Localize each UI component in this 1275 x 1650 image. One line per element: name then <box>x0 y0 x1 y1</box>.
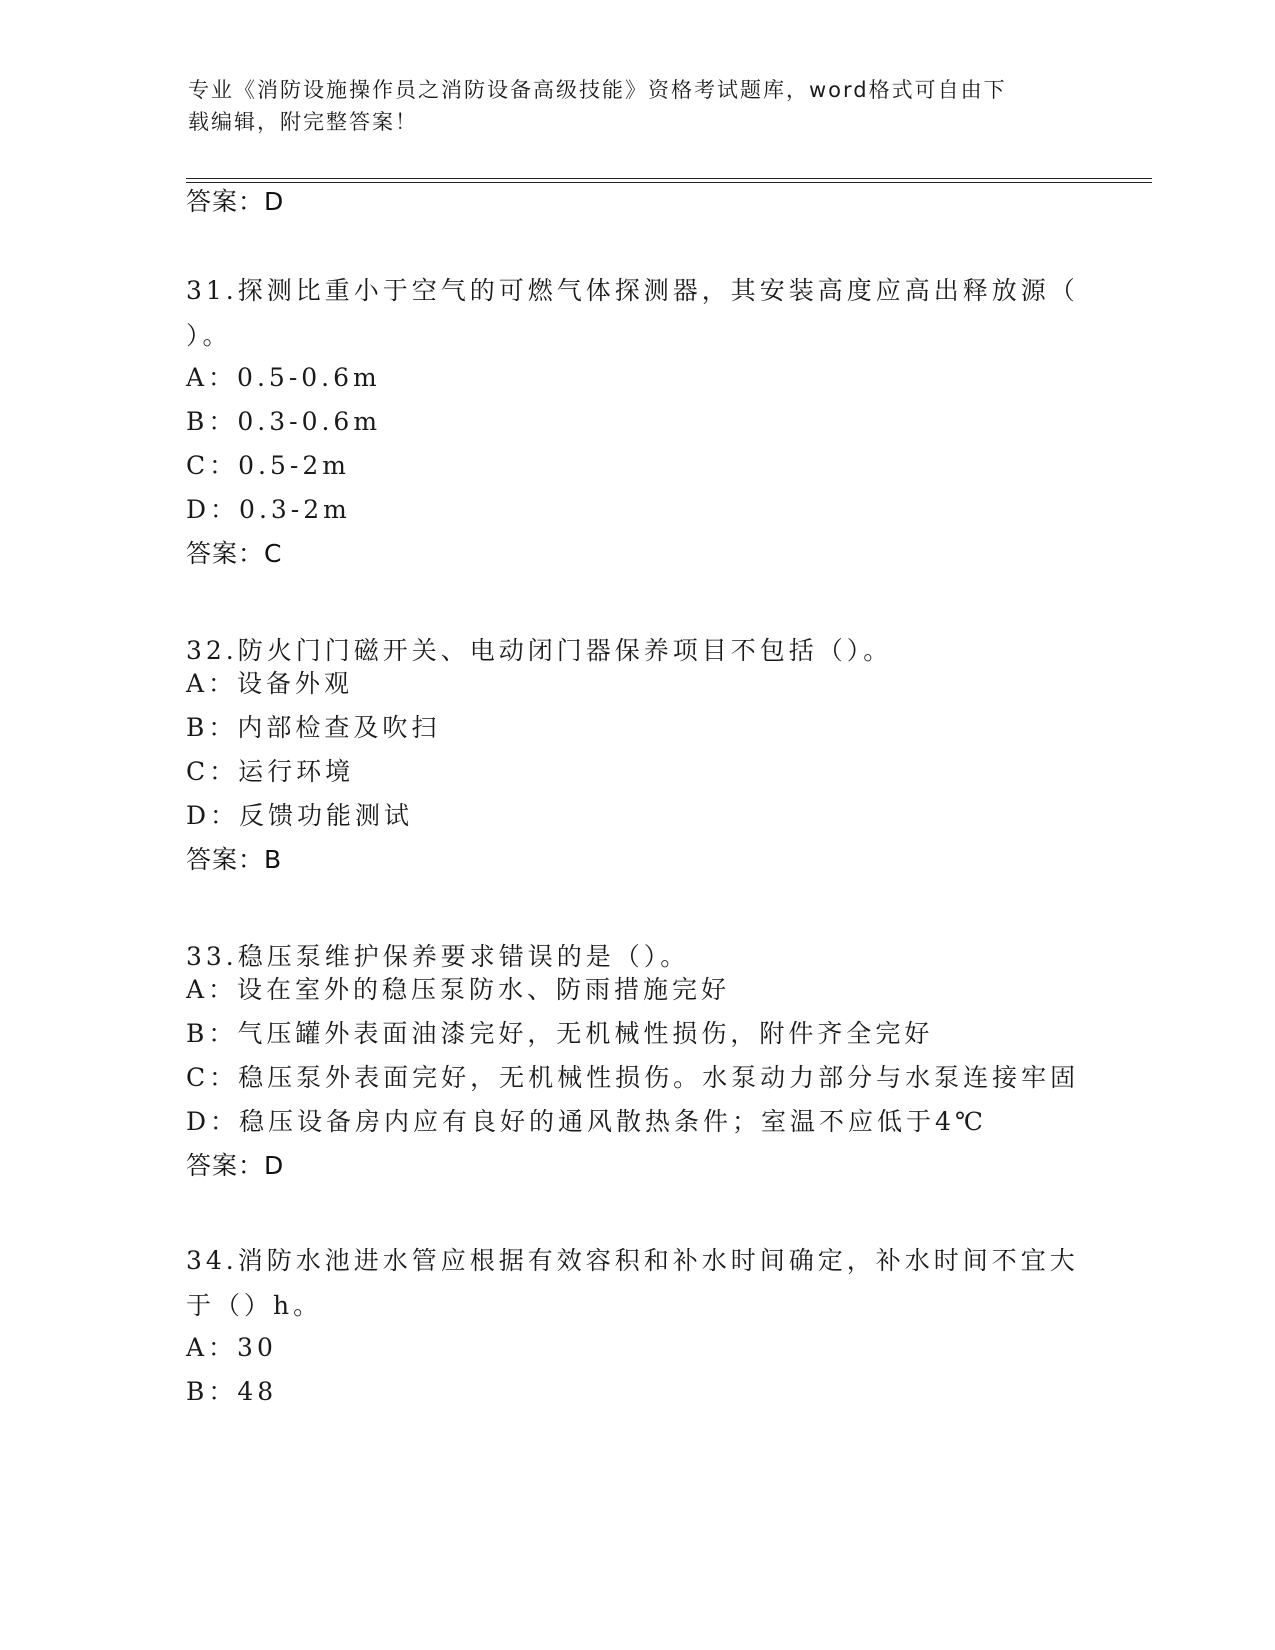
header-line-1: 专业《消防设施操作员之消防设备高级技能》资格考试题库，word格式可自由下 <box>188 78 1007 102</box>
question-text-line: 32.防火门门磁开关、电动闭门器保养项目不包括（）。 <box>186 636 893 665</box>
question-text-line: 31.探测比重小于空气的可燃气体探测器，其安装高度应高出释放源（ <box>186 276 1079 305</box>
header-divider-top <box>186 178 1152 179</box>
answer-line: 答案：D <box>186 187 285 216</box>
question-text-line: 于（）h。 <box>186 1291 323 1320</box>
question-text-line: 34.消防水池进水管应根据有效容积和补水时间确定，补水时间不宜大 <box>186 1246 1079 1275</box>
header-divider-bottom <box>186 182 1152 183</box>
option-a: A：0.5-0.6m <box>186 363 381 392</box>
option-c: C：运行环境 <box>186 757 355 786</box>
option-b: B：48 <box>186 1377 278 1406</box>
answer-line: 答案：C <box>186 539 283 568</box>
document-header <box>188 74 1068 138</box>
option-b: B：内部检查及吹扫 <box>186 713 441 742</box>
option-c: C：稳压泵外表面完好，无机械性损伤。水泵动力部分与水泵连接牢固 <box>186 1063 1080 1092</box>
question-text-line: 33.稳压泵维护保养要求错误的是（）。 <box>186 942 690 971</box>
option-b: B：气压罐外表面油漆完好，无机械性损伤，附件齐全完好 <box>186 1019 934 1048</box>
answer-line: 答案：D <box>186 1151 285 1180</box>
header-line-2: 载编辑，附完整答案！ <box>188 110 418 134</box>
option-d: D：0.3-2m <box>186 495 351 524</box>
option-a: A：设在室外的稳压泵防水、防雨措施完好 <box>186 975 731 1004</box>
question-31 <box>186 268 1086 358</box>
option-b: B：0.3-0.6m <box>186 407 382 436</box>
option-c: C：0.5-2m <box>186 451 350 480</box>
question-text-line: ）。 <box>186 321 232 350</box>
option-d: D：反馈功能测试 <box>186 801 414 830</box>
option-a: A：设备外观 <box>186 669 354 698</box>
question-34 <box>186 1238 1086 1328</box>
option-a: A：30 <box>186 1333 277 1362</box>
answer-line: 答案：B <box>186 845 283 874</box>
question-33 <box>186 934 1086 979</box>
question-32 <box>186 628 1086 673</box>
option-d: D：稳压设备房内应有良好的通风散热条件；室温不应低于4℃ <box>186 1107 987 1136</box>
